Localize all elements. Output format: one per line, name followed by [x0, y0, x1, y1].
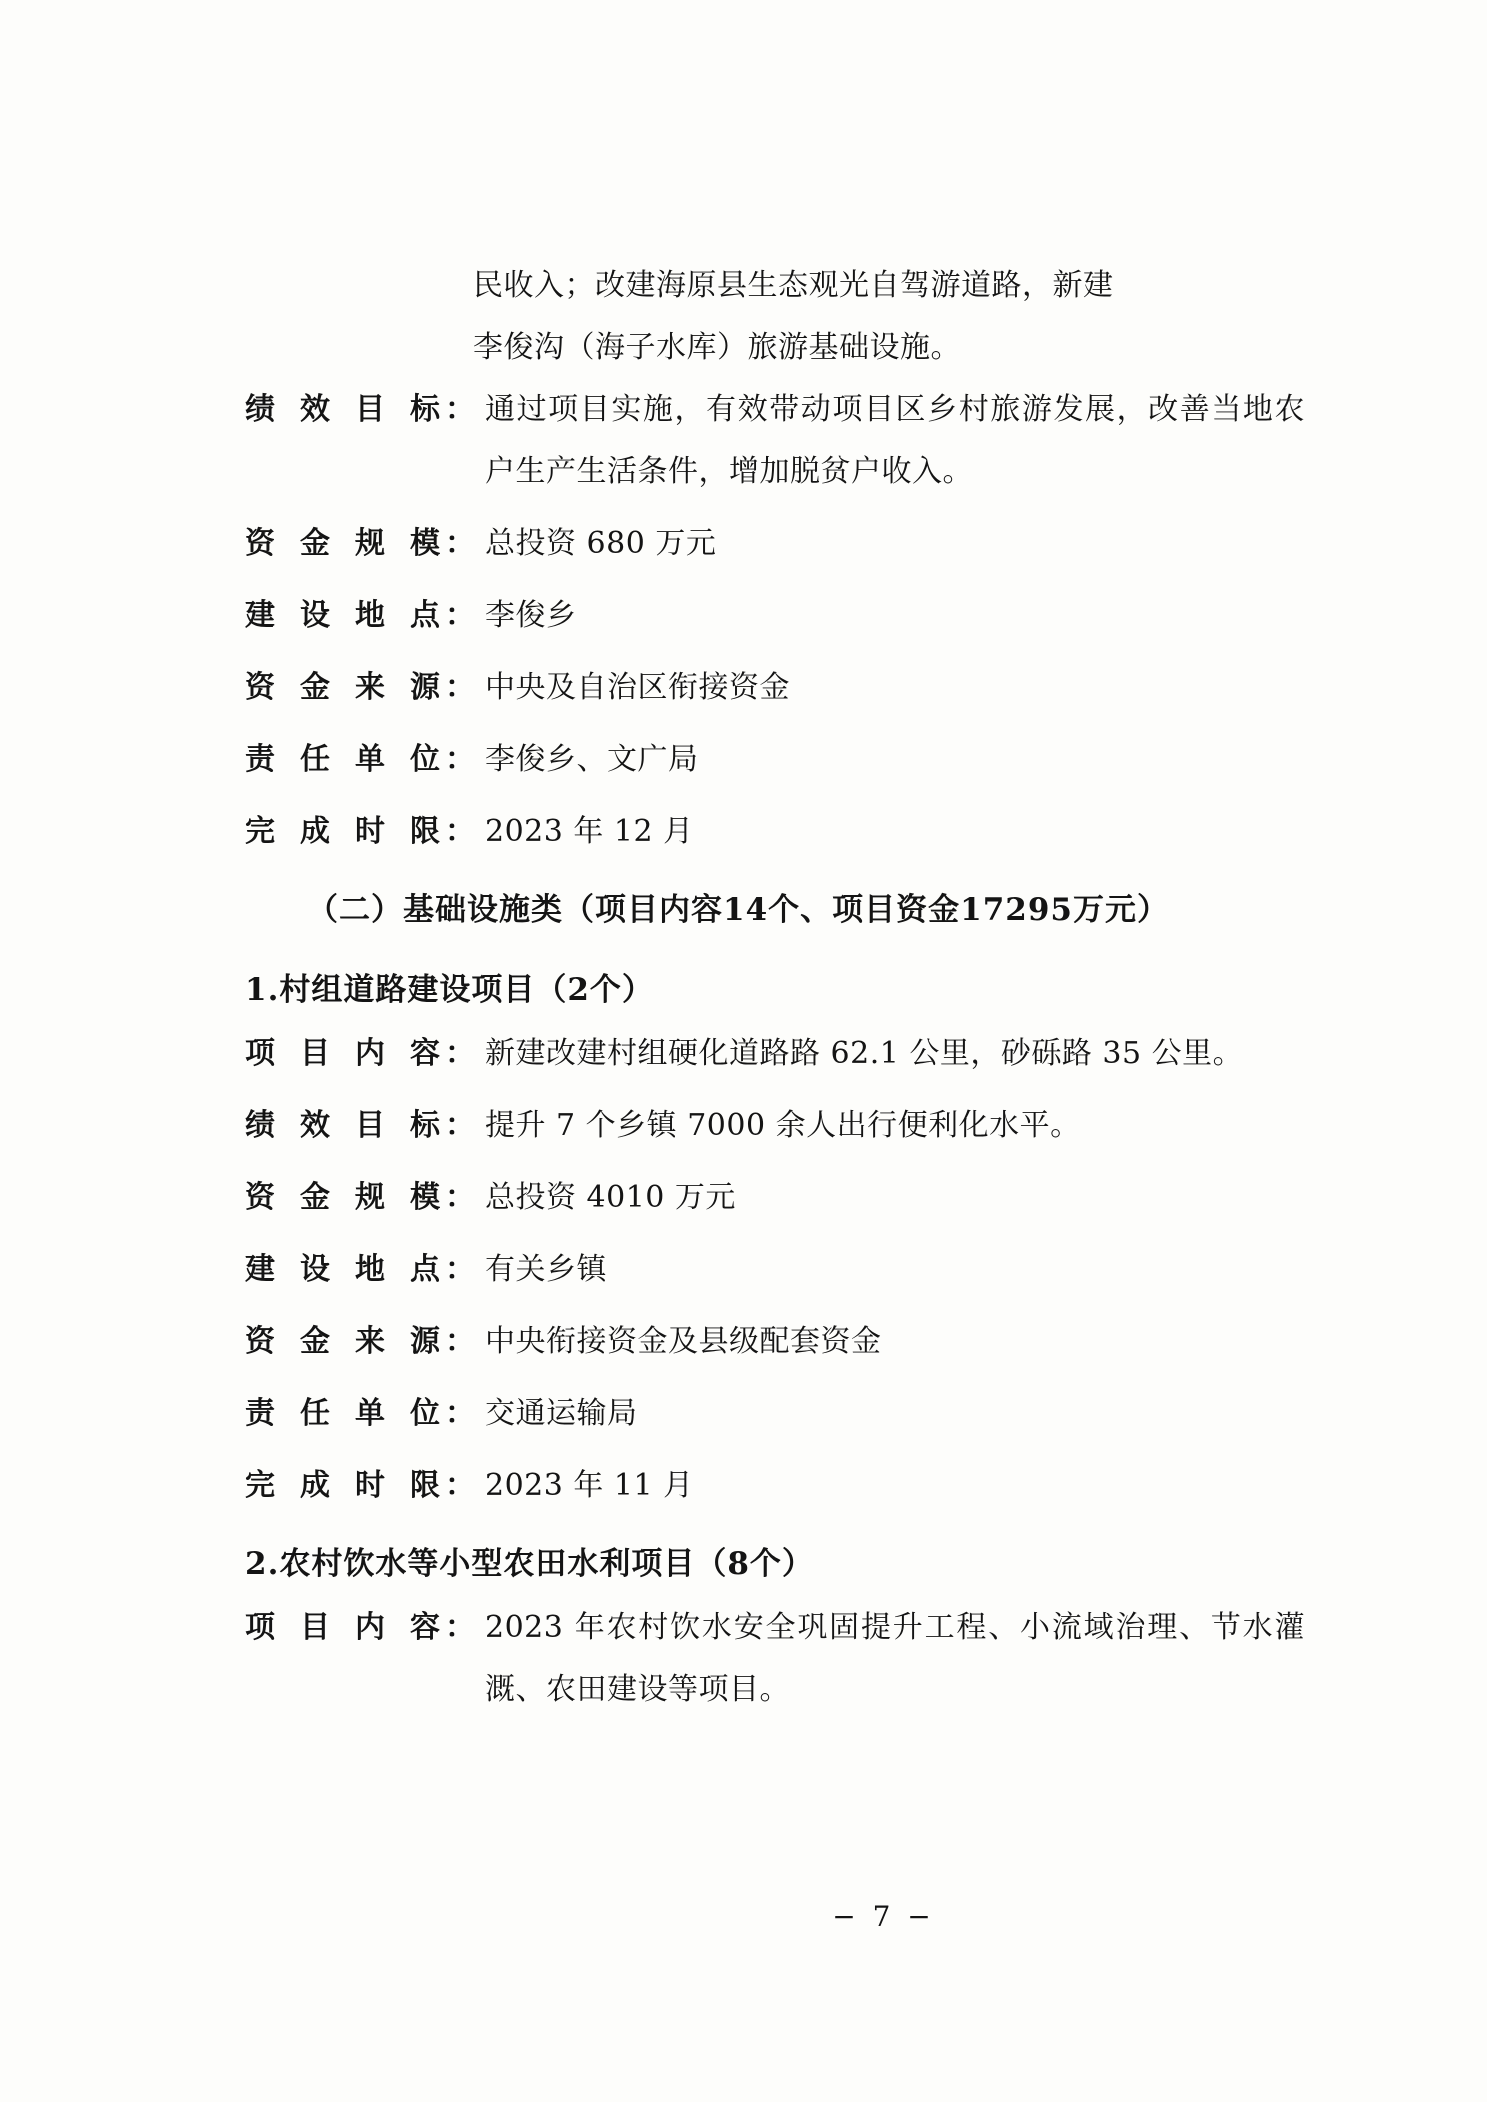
field-value: 提升 7 个乡镇 7000 余人出行便利化水平。: [485, 1108, 1081, 1143]
field-completion-deadline: [245, 801, 1305, 863]
field-project-content: [245, 1597, 1305, 1721]
field-label: 资金规模: [245, 526, 441, 561]
field-funding-source: [245, 1311, 1305, 1373]
field-responsible-unit: [245, 729, 1305, 791]
field-construction-site: [245, 585, 1305, 647]
field-label: 完成时限: [245, 1468, 441, 1503]
field-colon: ：: [445, 1108, 475, 1143]
field-colon: ：: [445, 1468, 475, 1503]
field-label: 绩效目标: [245, 1108, 441, 1143]
field-project-content: [245, 1023, 1305, 1085]
field-label: 绩效目标: [245, 392, 441, 427]
field-value: 中央及自治区衔接资金: [485, 670, 790, 705]
field-colon: ：: [445, 1252, 475, 1287]
field-value: 交通运输局: [485, 1396, 638, 1431]
field-label: 责任单位: [245, 1396, 441, 1431]
field-value: 新建改建村组硬化道路路 62.1 公里，砂砾路 35 公里。: [485, 1036, 1244, 1071]
field-label: 资金来源: [245, 1324, 441, 1359]
field-value: 2023 年 12 月: [485, 814, 694, 849]
field-funding-scale: [245, 513, 1305, 575]
field-label: 项目内容: [245, 1610, 441, 1645]
field-colon: ：: [445, 598, 475, 633]
continuation-line: 李俊沟（海子水库）旅游基础设施。: [473, 330, 961, 365]
field-label: 资金来源: [245, 670, 441, 705]
field-responsible-unit: [245, 1383, 1305, 1445]
field-colon: ：: [445, 1180, 475, 1215]
field-completion-deadline: [245, 1455, 1305, 1517]
field-colon: ：: [445, 1324, 475, 1359]
field-colon: ：: [445, 526, 475, 561]
field-value: 李俊乡: [485, 598, 577, 633]
field-colon: ：: [445, 742, 475, 777]
document-body: [245, 255, 1305, 1731]
field-value: 通过项目实施，有效带动项目区乡村旅游发展，改善当地农户生产生活条件，增加脱贫户收入。: [485, 392, 1305, 489]
field-colon: ：: [445, 1396, 475, 1431]
field-value: 总投资 4010 万元: [485, 1180, 736, 1215]
continuation-line: 民收入；改建海原县生态观光自驾游道路，新建: [473, 268, 1114, 303]
field-colon: ：: [445, 814, 475, 849]
field-label: 资金规模: [245, 1180, 441, 1215]
field-value: 李俊乡、文广局: [485, 742, 699, 777]
field-value: 有关乡镇: [485, 1252, 607, 1287]
subsection-heading-village-road: 1.村组道路建设项目（2个）: [245, 972, 654, 1008]
field-colon: ：: [445, 1036, 475, 1071]
page-footer: [0, 1900, 1487, 1933]
field-value: 2023 年 11 月: [485, 1468, 694, 1503]
field-construction-site: [245, 1239, 1305, 1301]
field-funding-scale: [245, 1167, 1305, 1229]
section-heading-infrastructure: （二）基础设施类（项目内容14个、项目资金17295万元）: [307, 892, 1169, 928]
field-colon: ：: [445, 1610, 475, 1645]
field-value: 中央衔接资金及县级配套资金: [485, 1324, 882, 1359]
field-value: 2023 年农村饮水安全巩固提升工程、小流域治理、节水灌溉、农田建设等项目。: [485, 1610, 1305, 1707]
field-colon: ：: [445, 670, 475, 705]
paragraph-continuation: [463, 255, 1305, 379]
subsection-heading-rural-water: 2.农村饮水等小型农田水利项目（8个）: [245, 1546, 814, 1582]
field-label: 建设地点: [245, 1252, 441, 1287]
field-performance-goal: [245, 1095, 1305, 1157]
field-label: 完成时限: [245, 814, 441, 849]
field-label: 建设地点: [245, 598, 441, 633]
field-label: 责任单位: [245, 742, 441, 777]
field-colon: ：: [445, 392, 475, 427]
page-number: − 7 −: [832, 1900, 935, 1933]
field-label: 项目内容: [245, 1036, 441, 1071]
field-funding-source: [245, 657, 1305, 719]
field-performance-goal: [245, 379, 1305, 503]
field-value: 总投资 680 万元: [485, 526, 717, 561]
